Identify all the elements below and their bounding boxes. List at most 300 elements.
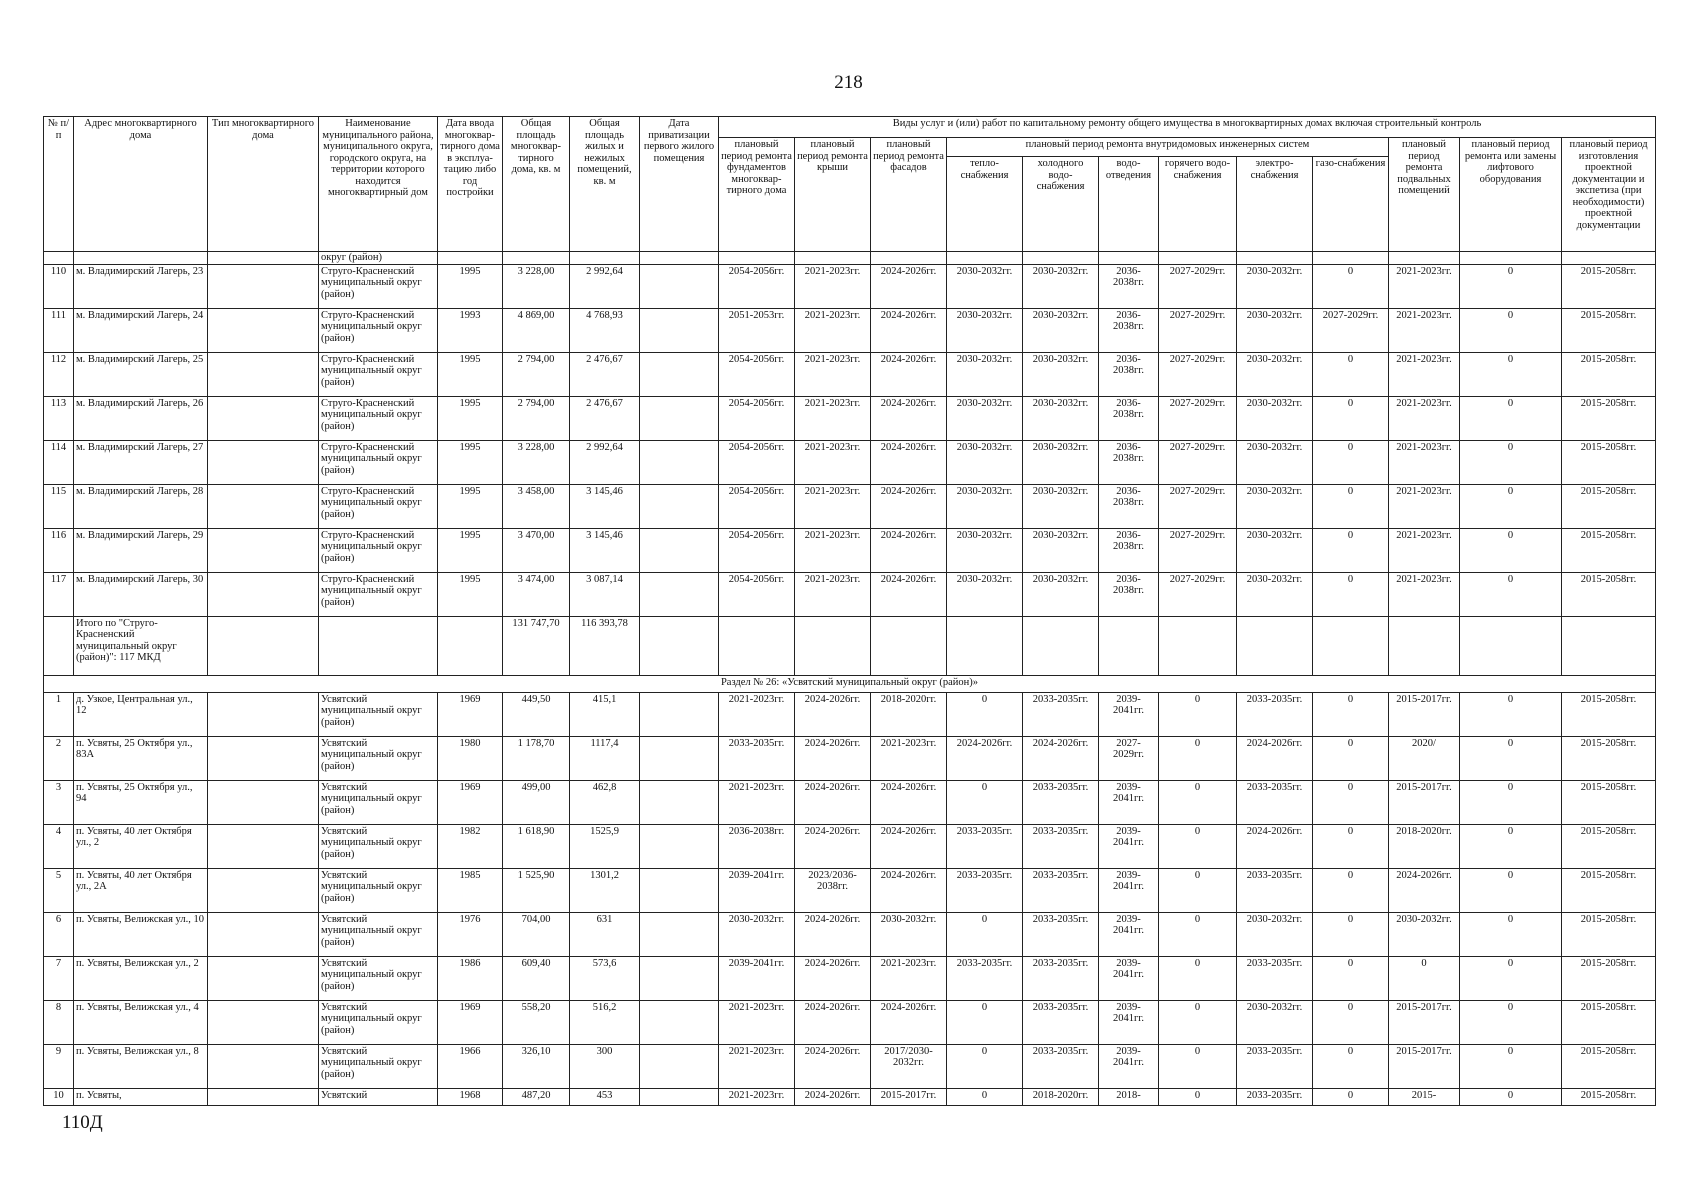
cell-roof: 2021-2023гг. (795, 440, 871, 484)
cell-cold-water: 2033-2035гг. (1023, 868, 1099, 912)
header-total-area: Общая площадь многоквар-тирного дома, кв. м (503, 117, 570, 252)
cell-hot-water: 0 (1159, 1044, 1237, 1088)
table-body (44, 252, 1656, 1106)
table-row (44, 956, 1656, 1000)
header-district: Наименование муниципального района, муниципального округа, городского округа, на территории которого находится многоквартирный дом (319, 117, 438, 252)
cell-basement: 2021-2023гг. (1389, 396, 1460, 440)
cell-roof: 2024-2026гг. (795, 824, 871, 868)
cell-facade: 2015-2017гг. (871, 1088, 947, 1105)
cell-year: 1995 (438, 352, 503, 396)
cell-project-docs: 2015-2058гг. (1562, 484, 1656, 528)
cell-electric: 2024-2026гг. (1237, 736, 1313, 780)
cell-living-area: 1301,2 (570, 868, 640, 912)
cell-sewer: 2039-2041гг. (1099, 912, 1159, 956)
cell-cold-water: 2030-2032гг. (1023, 440, 1099, 484)
cell-heat: 2030-2032гг. (947, 264, 1023, 308)
cell-elevator: 0 (1460, 484, 1562, 528)
empty-cell (1313, 616, 1389, 675)
header-project-docs: плановый период изготовления проектной документации и экспетиза (при необходимости) проектной документации (1562, 138, 1656, 252)
cell-basement: 0 (1389, 956, 1460, 1000)
cell-heat: 2030-2032гг. (947, 352, 1023, 396)
cell-sewer: 2036-2038гг. (1099, 352, 1159, 396)
cell-type (208, 912, 319, 956)
cell-district: Струго-Красненский муниципальный округ (район) (319, 440, 438, 484)
footer-code: 110Д (62, 1112, 103, 1133)
cell-electric: 2030-2032гг. (1237, 352, 1313, 396)
cell-gas: 0 (1313, 736, 1389, 780)
cell-electric: 2033-2035гг. (1237, 956, 1313, 1000)
cell-district: Усвятский муниципальный округ (район) (319, 912, 438, 956)
cell-gas: 0 (1313, 824, 1389, 868)
cell-hot-water: 0 (1159, 1088, 1237, 1105)
cell-foundation: 2021-2023гг. (719, 692, 795, 736)
cell-basement: 2015-2017гг. (1389, 1044, 1460, 1088)
cell-privatization (640, 956, 719, 1000)
cell-total-area: 558,20 (503, 1000, 570, 1044)
cell-privatization (640, 572, 719, 616)
cell-year: 1995 (438, 484, 503, 528)
cell-facade: 2024-2026гг. (871, 528, 947, 572)
cell-heat: 0 (947, 912, 1023, 956)
section-title: Раздел № 26: «Усвятский муниципальный округ (район)» (44, 675, 1656, 692)
cell-elevator: 0 (1460, 1088, 1562, 1105)
cell-facade: 2024-2026гг. (871, 264, 947, 308)
cell-year: 1969 (438, 1000, 503, 1044)
cell-district: Усвятский муниципальный округ (район) (319, 956, 438, 1000)
cell-hot-water: 0 (1159, 824, 1237, 868)
cell-cold-water: 2030-2032гг. (1023, 528, 1099, 572)
cell-total-area: 1 618,90 (503, 824, 570, 868)
cell-heat: 2030-2032гг. (947, 484, 1023, 528)
cell-roof: 2024-2026гг. (795, 912, 871, 956)
cell-heat: 2033-2035гг. (947, 824, 1023, 868)
cell-district: Усвятский муниципальный округ (район) (319, 1000, 438, 1044)
cell-total-area: 487,20 (503, 1088, 570, 1105)
cell-roof: 2024-2026гг. (795, 780, 871, 824)
cell-type (208, 440, 319, 484)
cell-electric: 2030-2032гг. (1237, 440, 1313, 484)
cell-year: 1995 (438, 396, 503, 440)
empty-cell (640, 616, 719, 675)
cell-type (208, 692, 319, 736)
cell-basement: 2015-2017гг. (1389, 692, 1460, 736)
cell-electric: 2033-2035гг. (1237, 692, 1313, 736)
empty-cell (319, 616, 438, 675)
cell-elevator: 0 (1460, 1000, 1562, 1044)
cell-sewer: 2018- (1099, 1088, 1159, 1105)
table-row (44, 692, 1656, 736)
cell-gas: 0 (1313, 484, 1389, 528)
cell-foundation: 2054-2056гг. (719, 440, 795, 484)
cell-sewer: 2039-2041гг. (1099, 824, 1159, 868)
cell-sewer: 2036-2038гг. (1099, 572, 1159, 616)
cell-electric: 2030-2032гг. (1237, 1000, 1313, 1044)
cell-num: 8 (44, 1000, 74, 1044)
cell-roof: 2024-2026гг. (795, 692, 871, 736)
cell-gas: 0 (1313, 1088, 1389, 1105)
cell-roof: 2021-2023гг. (795, 308, 871, 352)
empty-cell (795, 616, 871, 675)
header-living-area: Общая площадь жилых и нежилых помещений, кв. м (570, 117, 640, 252)
cell-basement: 2015-2017гг. (1389, 1000, 1460, 1044)
cell-cold-water: 2018-2020гг. (1023, 1088, 1099, 1105)
cell-year: 1995 (438, 264, 503, 308)
cell-elevator: 0 (1460, 396, 1562, 440)
cell-heat: 2030-2032гг. (947, 396, 1023, 440)
cell-gas: 0 (1313, 692, 1389, 736)
cell-elevator: 0 (1460, 352, 1562, 396)
cell-address: д. Узкое, Центральная ул., 12 (74, 692, 208, 736)
cell-district: Струго-Красненский муниципальный округ (район) (319, 396, 438, 440)
cell-privatization (640, 1000, 719, 1044)
cell-elevator: 0 (1460, 440, 1562, 484)
cell-district: Струго-Красненский муниципальный округ (район) (319, 572, 438, 616)
cell-heat: 2033-2035гг. (947, 868, 1023, 912)
cell-type (208, 484, 319, 528)
empty-cell (1099, 616, 1159, 675)
cell-cold-water: 2030-2032гг. (1023, 308, 1099, 352)
cell-facade: 2024-2026гг. (871, 868, 947, 912)
cell-basement: 2030-2032гг. (1389, 912, 1460, 956)
cell-hot-water: 2027-2029гг. (1159, 440, 1237, 484)
cell-project-docs: 2015-2058гг. (1562, 308, 1656, 352)
header-sewer: водо-отведения (1099, 157, 1159, 252)
header-commission-year: Дата ввода многоквар-тирного дома в эксплуа-тацию либо год постройки (438, 117, 503, 252)
cell-type (208, 528, 319, 572)
table-row (44, 572, 1656, 616)
capital-repair-table-wrapper (43, 116, 1655, 1106)
cell-district: Струго-Красненский муниципальный округ (район) (319, 308, 438, 352)
cell-privatization (640, 440, 719, 484)
table-row (44, 484, 1656, 528)
cell-living-area: 300 (570, 1044, 640, 1088)
cell-year: 1995 (438, 572, 503, 616)
cell-privatization (640, 264, 719, 308)
cell-privatization (640, 824, 719, 868)
cell-year: 1969 (438, 780, 503, 824)
empty-cell (1159, 616, 1237, 675)
cell-sewer: 2039-2041гг. (1099, 692, 1159, 736)
empty-cell (1389, 616, 1460, 675)
cell-num: 5 (44, 868, 74, 912)
cell-address: м. Владимирский Лагерь, 25 (74, 352, 208, 396)
cell-year: 1980 (438, 736, 503, 780)
cell-hot-water: 0 (1159, 912, 1237, 956)
table-row (44, 528, 1656, 572)
cell-cold-water: 2024-2026гг. (1023, 736, 1099, 780)
cell-cold-water: 2030-2032гг. (1023, 484, 1099, 528)
cell-elevator: 0 (1460, 912, 1562, 956)
cell-basement: 2015-2017гг. (1389, 780, 1460, 824)
continuation-text: округ (район) (319, 252, 438, 265)
cell-address: п. Усвяты, Велижская ул., 2 (74, 956, 208, 1000)
cell-foundation: 2030-2032гг. (719, 912, 795, 956)
cell-foundation: 2021-2023гг. (719, 780, 795, 824)
cell-num: 7 (44, 956, 74, 1000)
cell-total-area: 449,50 (503, 692, 570, 736)
cell-district: Усвятский муниципальный округ (район) (319, 824, 438, 868)
header-address: Адрес многоквартирного дома (74, 117, 208, 252)
cell-privatization (640, 736, 719, 780)
cell-type (208, 572, 319, 616)
cell-district: Усвятский муниципальный округ (район) (319, 692, 438, 736)
header-gas: газо-снабжения (1313, 157, 1389, 252)
cell-total-area: 3 474,00 (503, 572, 570, 616)
cell-roof: 2024-2026гг. (795, 736, 871, 780)
cell-facade: 2021-2023гг. (871, 956, 947, 1000)
table-row (44, 440, 1656, 484)
cell-address: м. Владимирский Лагерь, 29 (74, 528, 208, 572)
cell-gas: 0 (1313, 572, 1389, 616)
cell-foundation: 2033-2035гг. (719, 736, 795, 780)
cell-elevator: 0 (1460, 868, 1562, 912)
cell-year: 1976 (438, 912, 503, 956)
cell-roof: 2024-2026гг. (795, 1000, 871, 1044)
cell-total-area: 4 869,00 (503, 308, 570, 352)
cell-elevator: 0 (1460, 528, 1562, 572)
table-row (44, 736, 1656, 780)
cell-sewer: 2036-2038гг. (1099, 396, 1159, 440)
cell-sewer: 2036-2038гг. (1099, 264, 1159, 308)
cell-hot-water: 2027-2029гг. (1159, 352, 1237, 396)
cell-hot-water: 0 (1159, 868, 1237, 912)
cell-address: м. Владимирский Лагерь, 23 (74, 264, 208, 308)
cell-living-area: 462,8 (570, 780, 640, 824)
cell-basement: 2020/ (1389, 736, 1460, 780)
cell-type (208, 1044, 319, 1088)
cell-district: Струго-Красненский муниципальный округ (район) (319, 264, 438, 308)
empty-cell (1237, 616, 1313, 675)
table-row (44, 824, 1656, 868)
cell-type (208, 396, 319, 440)
cell-total-area: 3 228,00 (503, 264, 570, 308)
cell-privatization (640, 1088, 719, 1105)
cell-project-docs: 2015-2058гг. (1562, 692, 1656, 736)
cell-year: 1993 (438, 308, 503, 352)
empty-cell (947, 616, 1023, 675)
cell-basement: 2018-2020гг. (1389, 824, 1460, 868)
cell-cold-water: 2033-2035гг. (1023, 956, 1099, 1000)
cell-electric: 2033-2035гг. (1237, 1088, 1313, 1105)
cell-living-area: 2 476,67 (570, 352, 640, 396)
empty-cell (1023, 616, 1099, 675)
cell-electric: 2030-2032гг. (1237, 308, 1313, 352)
cell-electric: 2033-2035гг. (1237, 1044, 1313, 1088)
cell-num: 9 (44, 1044, 74, 1088)
cell-facade: 2018-2020гг. (871, 692, 947, 736)
header-works-group: Виды услуг и (или) работ по капитальному ремонту общего имущества в многоквартирных домах включая строительный контроль (719, 117, 1656, 138)
cell-electric: 2033-2035гг. (1237, 780, 1313, 824)
cell-type (208, 868, 319, 912)
cell-elevator: 0 (1460, 824, 1562, 868)
cell-type (208, 352, 319, 396)
table-row (44, 1044, 1656, 1088)
header-electric: электро-снабжения (1237, 157, 1313, 252)
cell-cold-water: 2033-2035гг. (1023, 1000, 1099, 1044)
empty-cell (719, 616, 795, 675)
cell-cold-water: 2033-2035гг. (1023, 692, 1099, 736)
cell-living-area: 516,2 (570, 1000, 640, 1044)
cell-project-docs: 2015-2058гг. (1562, 824, 1656, 868)
cell-facade: 2024-2026гг. (871, 308, 947, 352)
cell-roof: 2024-2026гг. (795, 1088, 871, 1105)
cell-living-area: 2 476,67 (570, 396, 640, 440)
empty-cell (44, 616, 74, 675)
cell-type (208, 736, 319, 780)
cell-num: 116 (44, 528, 74, 572)
cell-privatization (640, 692, 719, 736)
cell-cold-water: 2030-2032гг. (1023, 572, 1099, 616)
cell-gas: 0 (1313, 1000, 1389, 1044)
cell-heat: 0 (947, 1000, 1023, 1044)
table-row (44, 912, 1656, 956)
cell-living-area: 1525,9 (570, 824, 640, 868)
cell-heat: 0 (947, 1088, 1023, 1105)
cell-elevator: 0 (1460, 692, 1562, 736)
cell-electric: 2033-2035гг. (1237, 868, 1313, 912)
cell-heat: 0 (947, 692, 1023, 736)
cell-basement: 2021-2023гг. (1389, 440, 1460, 484)
section-row (44, 675, 1656, 692)
cell-privatization (640, 780, 719, 824)
cell-facade: 2024-2026гг. (871, 440, 947, 484)
cell-basement: 2021-2023гг. (1389, 264, 1460, 308)
cell-privatization (640, 528, 719, 572)
header-heat: тепло-снабжения (947, 157, 1023, 252)
cell-heat: 0 (947, 780, 1023, 824)
cell-total-area: 499,00 (503, 780, 570, 824)
cell-sewer: 2036-2038гг. (1099, 440, 1159, 484)
cell-living-area: 3 145,46 (570, 528, 640, 572)
living-area-sum: 116 393,78 (570, 616, 640, 675)
cell-sewer: 2039-2041гг. (1099, 1044, 1159, 1088)
cell-address: п. Усвяты, 25 Октября ул., 94 (74, 780, 208, 824)
cell-year: 1986 (438, 956, 503, 1000)
cell-address: м. Владимирский Лагерь, 30 (74, 572, 208, 616)
cell-privatization (640, 308, 719, 352)
cell-heat: 2033-2035гг. (947, 956, 1023, 1000)
cell-heat: 2030-2032гг. (947, 440, 1023, 484)
cell-num: 4 (44, 824, 74, 868)
header-foundation: плановый период ремонта фундаментов многоквар-тирного дома (719, 138, 795, 252)
cell-sewer: 2027-2029гг. (1099, 736, 1159, 780)
cell-roof: 2021-2023гг. (795, 264, 871, 308)
empty-cell (1460, 616, 1562, 675)
cell-roof: 2021-2023гг. (795, 352, 871, 396)
cell-living-area: 573,6 (570, 956, 640, 1000)
cell-type (208, 264, 319, 308)
cell-num: 112 (44, 352, 74, 396)
header-systems-group: плановый период ремонта внутридомовых инженерных систем (947, 138, 1389, 157)
cell-type (208, 824, 319, 868)
cell-cold-water: 2033-2035гг. (1023, 780, 1099, 824)
table-row (44, 868, 1656, 912)
cell-gas: 0 (1313, 780, 1389, 824)
cell-year: 1968 (438, 1088, 503, 1105)
table-row (44, 396, 1656, 440)
cell-hot-water: 2027-2029гг. (1159, 264, 1237, 308)
cell-foundation: 2054-2056гг. (719, 264, 795, 308)
cell-district: Струго-Красненский муниципальный округ (район) (319, 352, 438, 396)
cell-foundation: 2054-2056гг. (719, 396, 795, 440)
cell-facade: 2021-2023гг. (871, 736, 947, 780)
cell-project-docs: 2015-2058гг. (1562, 1000, 1656, 1044)
cell-project-docs: 2015-2058гг. (1562, 440, 1656, 484)
cell-district: Струго-Красненский муниципальный округ (район) (319, 484, 438, 528)
cell-privatization (640, 912, 719, 956)
cell-total-area: 2 794,00 (503, 396, 570, 440)
cell-roof: 2024-2026гг. (795, 956, 871, 1000)
cell-privatization (640, 396, 719, 440)
cell-project-docs: 2015-2058гг. (1562, 1044, 1656, 1088)
cell-gas: 0 (1313, 912, 1389, 956)
cell-foundation: 2021-2023гг. (719, 1044, 795, 1088)
cell-facade: 2024-2026гг. (871, 572, 947, 616)
cell-facade: 2024-2026гг. (871, 824, 947, 868)
cell-address: п. Усвяты, Велижская ул., 4 (74, 1000, 208, 1044)
cell-basement: 2021-2023гг. (1389, 484, 1460, 528)
cell-basement: 2021-2023гг. (1389, 572, 1460, 616)
table-row (44, 352, 1656, 396)
table-row (44, 1000, 1656, 1044)
cell-electric: 2030-2032гг. (1237, 484, 1313, 528)
cell-type (208, 956, 319, 1000)
cell-project-docs: 2015-2058гг. (1562, 264, 1656, 308)
cell-roof: 2021-2023гг. (795, 528, 871, 572)
cell-district: Усвятский муниципальный округ (район) (319, 868, 438, 912)
cell-hot-water: 0 (1159, 692, 1237, 736)
total-label: Итого по "Струго-Красненский муниципальный округ (район)": 117 МКД (74, 616, 208, 675)
cell-privatization (640, 484, 719, 528)
cell-basement: 2021-2023гг. (1389, 352, 1460, 396)
cell-address: п. Усвяты, 40 лет Октября ул., 2 (74, 824, 208, 868)
table-row (44, 264, 1656, 308)
cell-address: п. Усвяты, 25 Октября ул., 83А (74, 736, 208, 780)
cell-sewer: 2036-2038гг. (1099, 308, 1159, 352)
cell-num: 10 (44, 1088, 74, 1105)
page-number: 218 (834, 72, 863, 93)
header-type: Тип многоквартирного дома (208, 117, 319, 252)
total-area-sum: 131 747,70 (503, 616, 570, 675)
cell-cold-water: 2030-2032гг. (1023, 352, 1099, 396)
cell-total-area: 1 178,70 (503, 736, 570, 780)
cell-address: п. Усвяты, (74, 1088, 208, 1105)
cell-project-docs: 2015-2058гг. (1562, 956, 1656, 1000)
cell-living-area: 453 (570, 1088, 640, 1105)
cell-electric: 2024-2026гг. (1237, 824, 1313, 868)
cell-gas: 0 (1313, 528, 1389, 572)
cell-project-docs: 2015-2058гг. (1562, 780, 1656, 824)
cell-basement: 2024-2026гг. (1389, 868, 1460, 912)
header-roof: плановый период ремонта крыши (795, 138, 871, 252)
cell-foundation: 2039-2041гг. (719, 868, 795, 912)
empty-cell (438, 616, 503, 675)
cell-privatization (640, 1044, 719, 1088)
cell-basement: 2021-2023гг. (1389, 528, 1460, 572)
cell-electric: 2030-2032гг. (1237, 264, 1313, 308)
cell-cold-water: 2033-2035гг. (1023, 1044, 1099, 1088)
cell-privatization (640, 868, 719, 912)
cell-total-area: 1 525,90 (503, 868, 570, 912)
cell-privatization (640, 352, 719, 396)
cell-district: Усвятский муниципальный округ (район) (319, 1044, 438, 1088)
cell-num: 111 (44, 308, 74, 352)
header-cold-water: холодного водо-снабжения (1023, 157, 1099, 252)
cell-total-area: 326,10 (503, 1044, 570, 1088)
cell-living-area: 631 (570, 912, 640, 956)
cell-num: 6 (44, 912, 74, 956)
cell-heat: 2030-2032гг. (947, 572, 1023, 616)
